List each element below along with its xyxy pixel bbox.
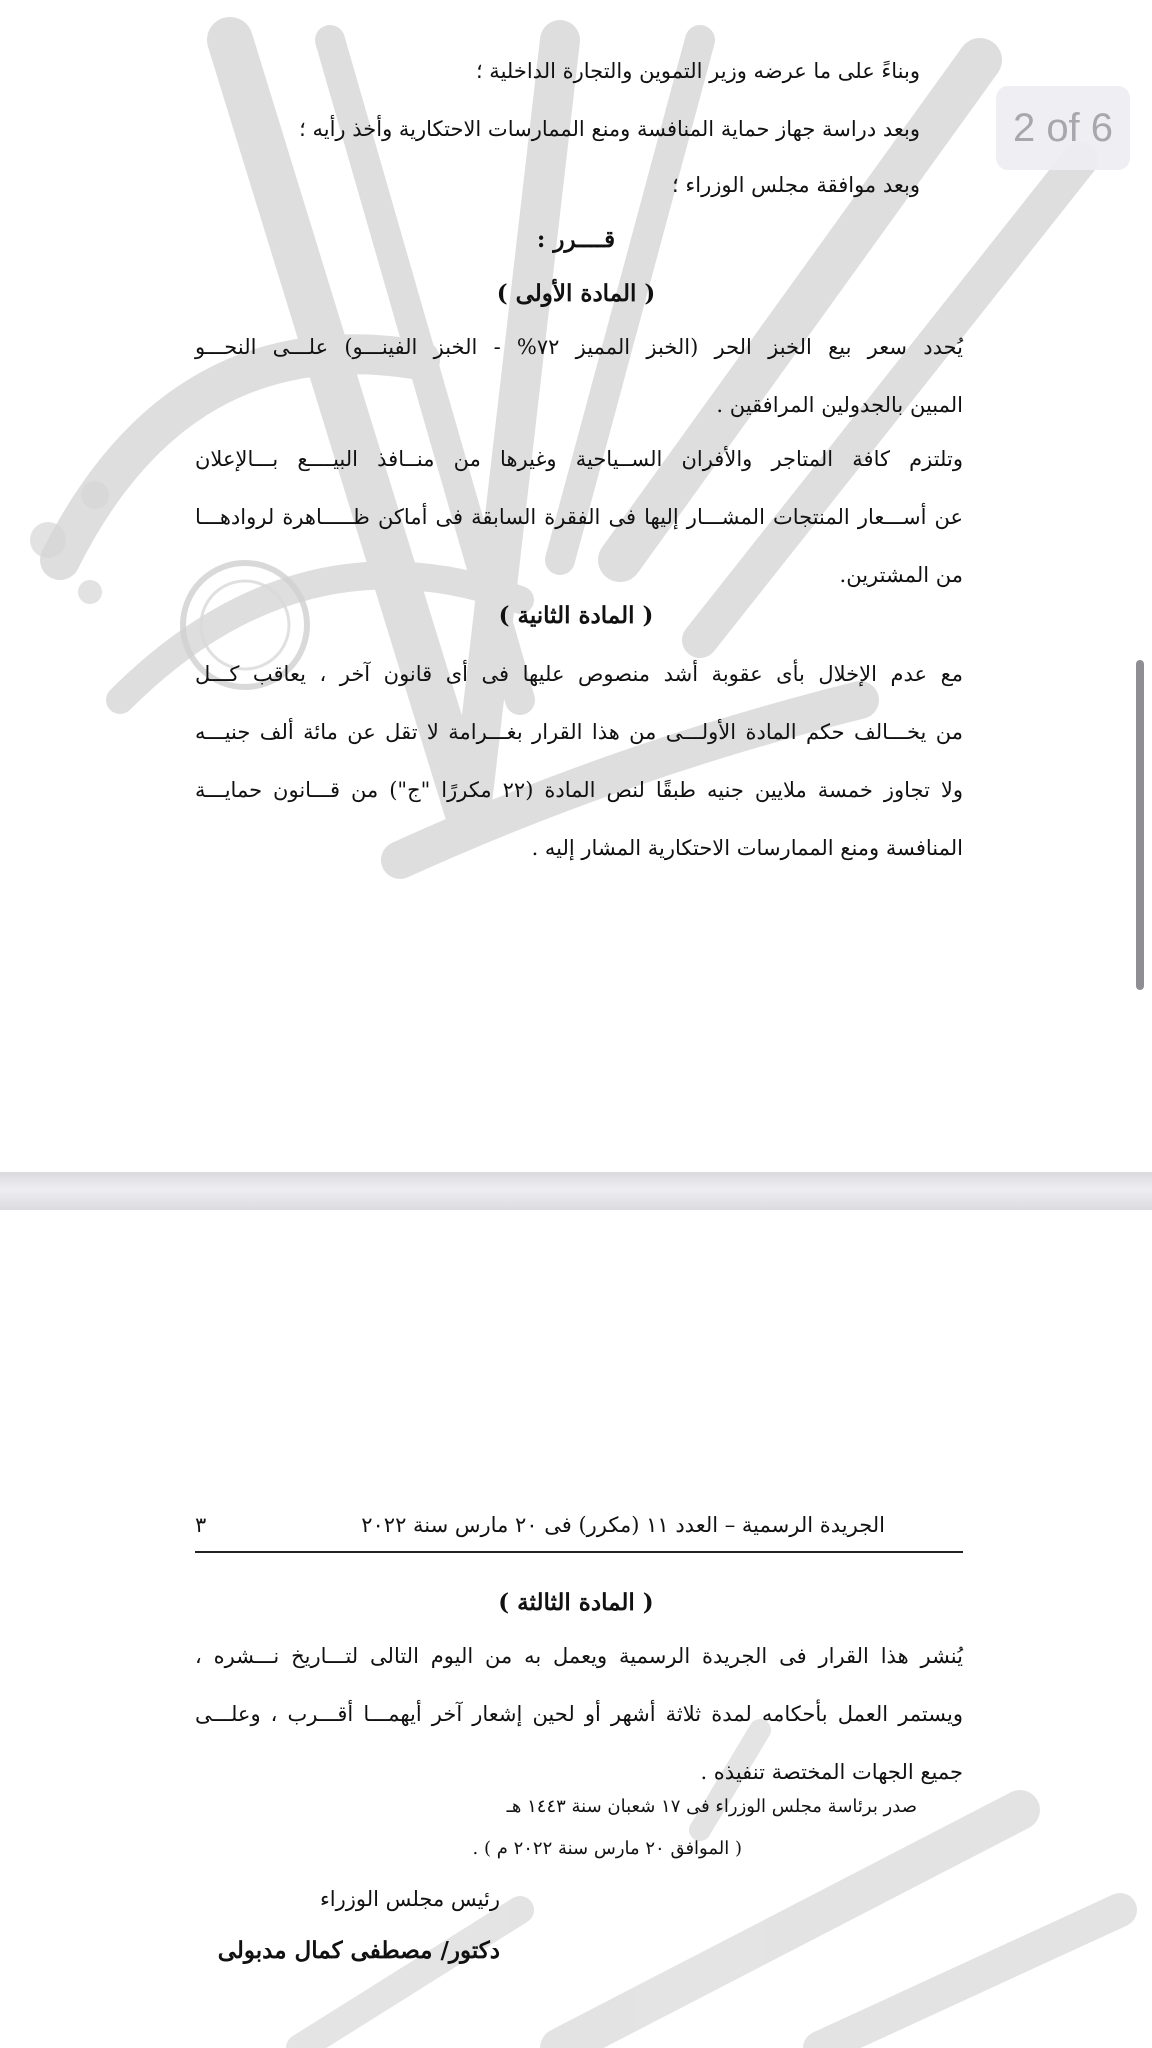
preamble-line-2: وبعد دراسة جهاز حماية المنافسة ومنع الممارسات الاحتكارية وأخذ رأيه ؛ — [299, 117, 920, 141]
page-indicator: 2 of 6 — [996, 86, 1130, 170]
article-2-line: من يخـــالف حكم المادة الأولـــى من هذا القرار بغـــرامة لا تقل عن مائة ألف جنيـــه — [195, 720, 963, 744]
article-1-line: من المشترين. — [839, 563, 963, 587]
page-number: ٣ — [195, 1513, 207, 1537]
article-1-paragraph-2 — [195, 430, 963, 604]
article-1-line: المبين بالجدولين المرافقين . — [716, 393, 963, 417]
issued-date: صدر برئاسة مجلس الوزراء فى ١٧ شعبان سنة ١٤٤٣ هـ — [506, 1796, 917, 1817]
preamble-line-1: وبناءً على ما عرضه وزير التموين والتجارة الداخلية ؛ — [475, 59, 920, 83]
article-3-line: ويستمر العمل بأحكامه لمدة ثلاثة أشهر أو لحين إشعار آخر أيهمـــا أقـــرب ، وعلـــى — [195, 1702, 963, 1726]
preamble-line-3: وبعد موافقة مجلس الوزراء ؛ — [672, 173, 920, 197]
corresponding-date: ( الموافق ٢٠ مارس سنة ٢٠٢٢ م ) . — [472, 1838, 742, 1859]
article-1-line: وتلتزم كافة المتاجر والأفران الســياحية وغيرها من منــافذ البيــــع بـــالإعلان — [195, 447, 963, 471]
article-2-line: مع عدم الإخلال بأى عقوبة أشد منصوص عليها فى أى قانون آخر ، يعاقب كـــل — [195, 662, 963, 686]
article-1-line: عن أســـعار المنتجات المشـــار إليها فى الفقرة السابقة فى أماكن ظـــــاهرة لروادهـــا — [195, 505, 963, 529]
article-2-line: ولا تجاوز خمسة ملايين جنيه طبقًا لنص المادة (٢٢ مكررًا "ج") من قـــانون حمايـــة — [195, 778, 963, 802]
article-1-line: يُحدد سعر بيع الخبز الحر (الخبز المميز ٧٢% - الخبز الفينـــو) علـــى النحـــو — [195, 335, 963, 359]
running-header: الجريدة الرسمية – العدد ١١ (مكرر) فى ٢٠ مارس سنة ٢٠٢٢ — [361, 1513, 885, 1537]
article-3-heading: ( المادة الثالثة ) — [498, 1589, 654, 1616]
article-1-heading: ( المادة الأولى ) — [496, 280, 656, 307]
article-3-line: جميع الجهات المختصة تنفيذه . — [700, 1760, 963, 1784]
decree-word: قــــرر : — [536, 226, 616, 253]
signatory-name: دكتور/ مصطفى كمال مدبولى — [217, 1937, 500, 1964]
article-3-paragraph — [195, 1627, 963, 1801]
article-1-paragraph-1 — [195, 318, 963, 434]
scrollbar-thumb[interactable] — [1136, 660, 1144, 990]
article-2-line: المنافسة ومنع الممارسات الاحتكارية المشار إليه . — [531, 836, 963, 860]
header-rule — [195, 1551, 963, 1553]
article-2-heading: ( المادة الثانية ) — [498, 602, 654, 629]
signatory-role: رئيس مجلس الوزراء — [319, 1887, 500, 1911]
page-separator — [0, 1172, 1152, 1210]
article-3-line: يُنشر هذا القرار فى الجريدة الرسمية ويعمل به من اليوم التالى لتـــاريخ نـــشره ، — [195, 1644, 963, 1668]
article-2-paragraph — [195, 645, 963, 877]
